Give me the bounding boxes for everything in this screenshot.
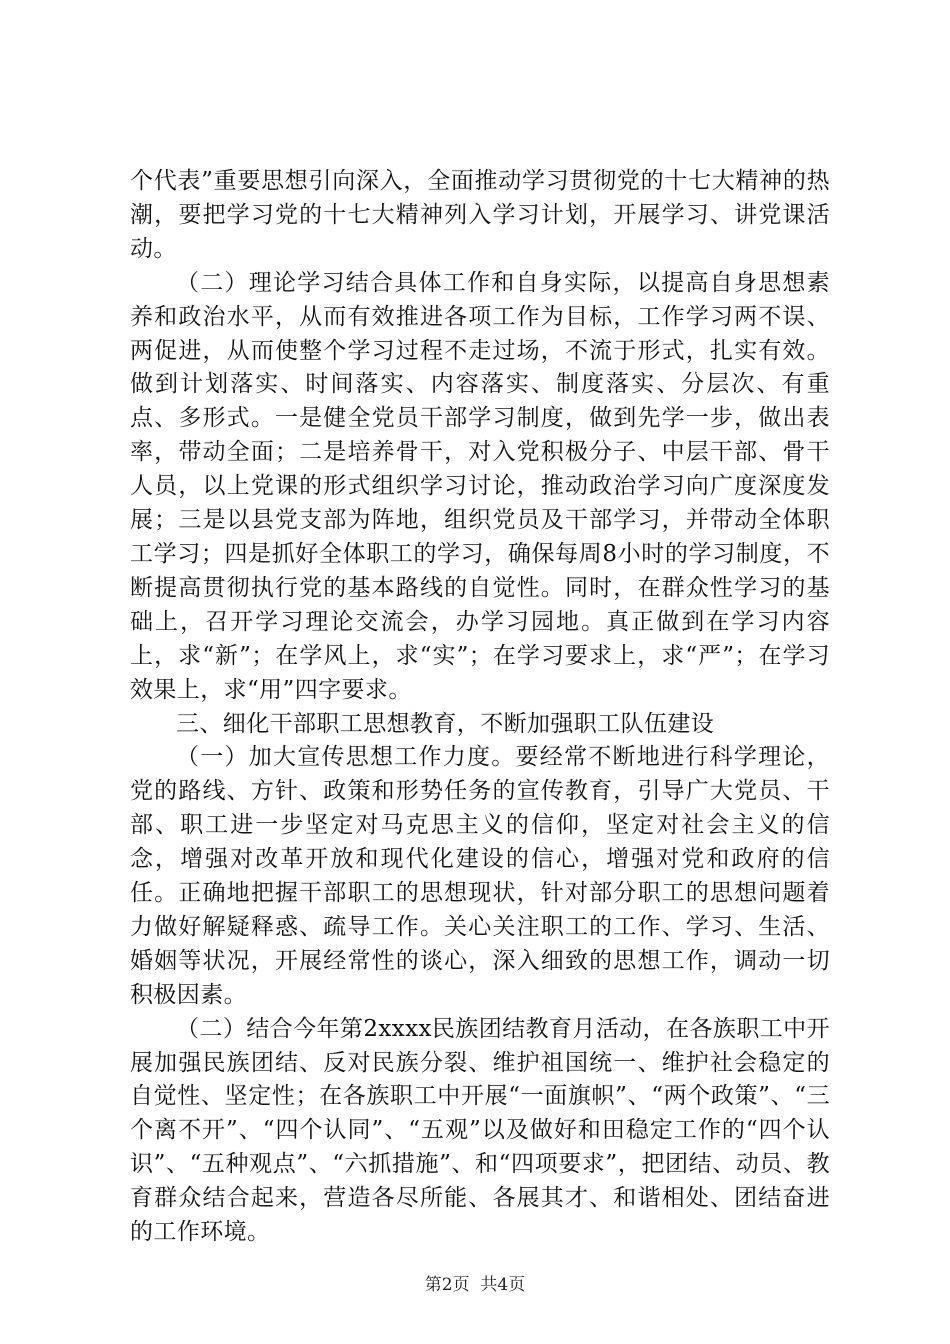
paragraph-theory-study: （二）理论学习结合具体工作和自身实际，以提高自身思想素养和政治水平，从而有效推进各项工作为目标，工作学习两不误、两促进，从而使整个学习过程不走过场，不流于形式，扎实有效。做到计划落实、时间落实、内容落实、制度落实、分层次、有重点、多形式。一是健全党员干部学习制度，做到先学一步，做出表率，带动全面；二是培养骨干，对入党积极分子、中层干部、骨干人员，以上党课的形式组织学习讨论，推动政治学习向广度深度发展；三是以县党支部为阵地，组织党员及干部学习，并带动全体职工学习；四是抓好全体职工的学习，确保每周8小时的学习制度，不断提高贯彻执行党的基本路线的自觉性。同时，在群众性学习的基础上，召开学习理论交流会，办学习园地。真正做到在学习内容上，求“新”；在学风上，求“实”；在学习要求上，求“严”；在学习效果上，求“用”四字要求。 xyxy=(130,269,830,703)
section-heading-three: 三、细化干部职工思想教育，不断加强职工队伍建设 xyxy=(176,710,715,737)
paragraph-continuation: 个代表”重要思想引向深入，全面推动学习贯彻党的十七大精神的热潮，要把学习党的十七大精神列入学习计划，开展学习、讲党课活动。 xyxy=(130,168,830,262)
page-total: 共4页 xyxy=(480,1275,526,1295)
page-number: 第2页 xyxy=(424,1275,470,1295)
paragraph-propaganda-work: （一）加大宣传思想工作力度。要经常不断地进行科学理论，党的路线、方针、政策和形势任务的宣传教育，引导广大党员、干部、职工进一步坚定对马克思主义的信仰，坚定对社会主义的信念，增强对改革开放和现代化建设的信心，增强对党和政府的信任。正确地把握干部职工的思想现状，针对部分职工的思想问题着力做好解疑释惑、疏导工作。关心关注职工的工作、学习、生活、婚姻等状况，开展经常性的谈心，深入细致的思想工作，调动一切积极因素。 xyxy=(130,744,830,1008)
document-body xyxy=(130,165,830,1250)
paragraph-ethnic-unity: （二）结合今年第2xxxx民族团结教育月活动，在各族职工中开展加强民族团结、反对民族分裂、维护祖国统一、维护社会稳定的自觉性、坚定性；在各族职工中开展“一面旗帜”、“两个政策”、“三个离不开”、“四个认同”、“五观”以及做好和田稳定工作的“四个认识”、“五种观点”、“六抓措施”、和“四项要求”，把团结、动员、教育群众结合起来，营造各尽所能、各展其才、和谐相处、团结奋进的工作环境。 xyxy=(130,1015,830,1246)
page-footer xyxy=(0,1270,950,1295)
